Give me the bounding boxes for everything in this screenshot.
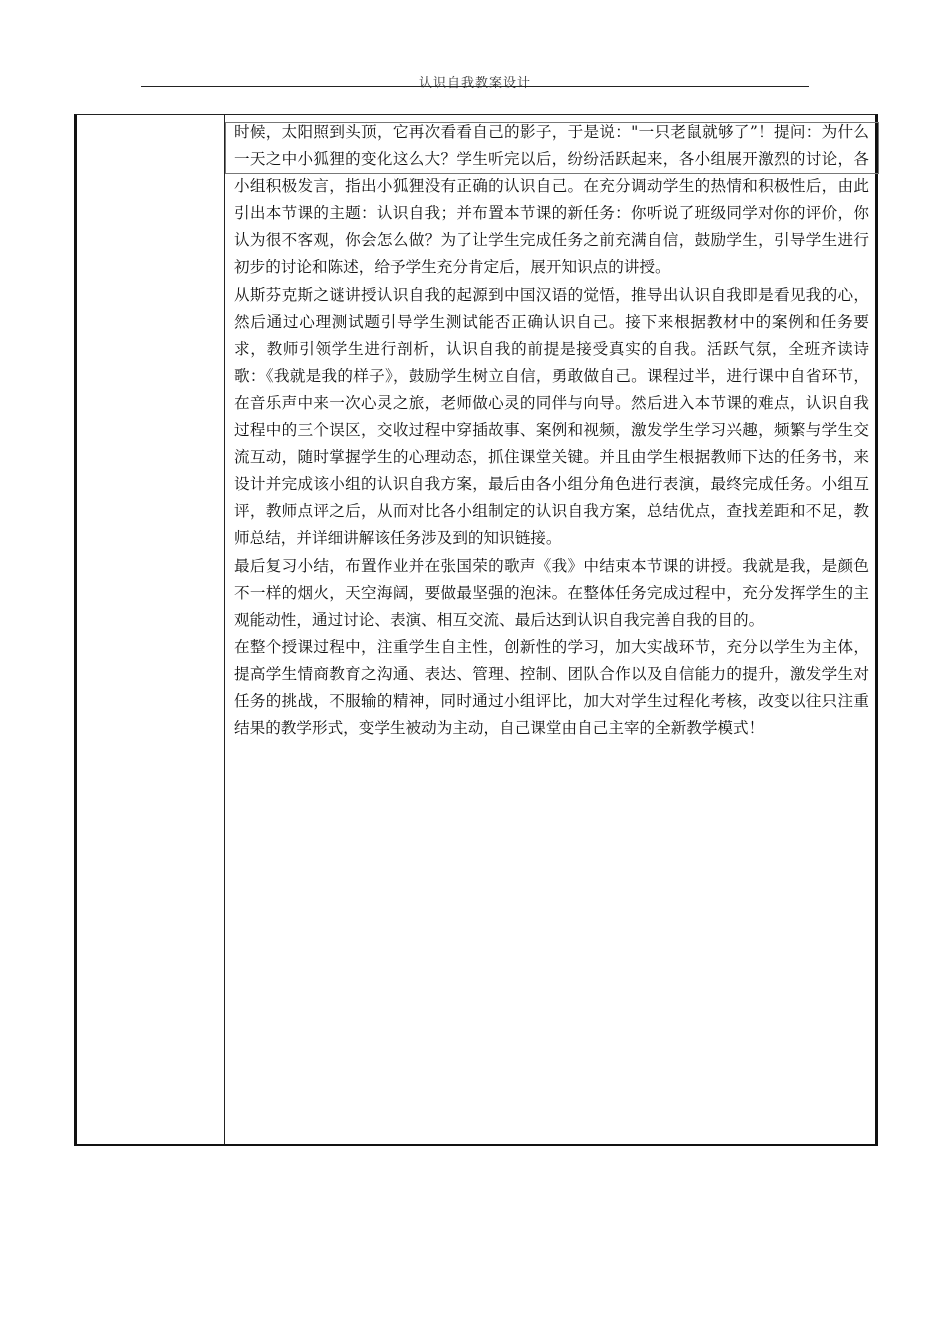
table-left-cell	[77, 115, 225, 1144]
paragraph-2: 从斯芬克斯之谜讲授认识自我的起源到中国汉语的觉悟，推导出认识自我即是看见我的心，然后通过心理测试题引导学生测试能否正确认识自己。接下来根据教材中的案例和任务要求，教师引领学生进行剖析，认识自我的前提是接受真实的自我。活跃气氛，全班齐读诗歌：《我就是我的样子》，鼓励学生树立自信，勇敢做自己。课程过半，进行课中自省环节，在音乐声中来一次心灵之旅，老师做心灵的同伴与向导。然后进入本节课的难点，认识自我过程中的三个误区，交收过程中穿插故事、案例和视频，激发学生学习兴趣，频繁与学生交流互动，随时掌握学生的心理动态，抓住课堂关键。并且由学生根据教师下达的任务书，来设计并完成该小组的认识自我方案，最后由各小组分角色进行表演，最终完成任务。小组互评，教师点评之后，从而对比各小组制定的认识自我方案，总结优点，查找差距和不足，教师总结，并详细讲解该任务涉及到的知识链接。	[234, 285, 869, 548]
header-divider	[141, 86, 809, 87]
paragraph-3: 最后复习小结，布置作业并在张国荣的歌声《我》中结束本节课的讲授。我就是我，是颜色不一样的烟火，天空海阔，要做最坚强的泡沫。在整体任务完成过程中，充分发挥学生的主观能动性，通过讨论、表演、相互交流、最后达到认识自我完善自我的目的。	[234, 556, 869, 629]
lesson-body-text	[234, 119, 869, 742]
table-right-cell	[225, 115, 875, 1144]
paragraph-1: 时候，太阳照到头顶，它再次看看自己的影子，于是说："一只老鼠就够了”！提问：为什么一天之中小狐狸的变化这么大？学生听完以后，纷纷活跃起来，各小组展开激烈的讨论，各小组积极发言，指出小狐狸没有正确的认识自己。在充分调动学生的热情和积极性后，由此引出本节课的主题：认识自我；并布置本节课的新任务：你听说了班级同学对你的评价，你认为很不客观，你会怎么做？为了让学生完成任务之前充满自信，鼓励学生，引导学生进行初步的讨论和陈述，给予学生充分肯定后，展开知识点的讲授。	[234, 123, 869, 277]
paragraph-4: 在整个授课过程中，注重学生自主性，创新性的学习，加大实战环节，充分以学生为主体，提高学生情商教育之沟通、表达、管理、控制、团队合作以及自信能力的提升，激发学生对任务的挑战，不服输的精神，同时通过小组评比，加大对学生过程化考核，改变以往只注重结果的教学形式，变学生被动为主动，自己课堂由自己主宰的全新教学模式！	[234, 637, 869, 738]
document-header-title: 认识自我教案设计	[418, 76, 531, 91]
lesson-plan-table	[74, 114, 878, 1146]
